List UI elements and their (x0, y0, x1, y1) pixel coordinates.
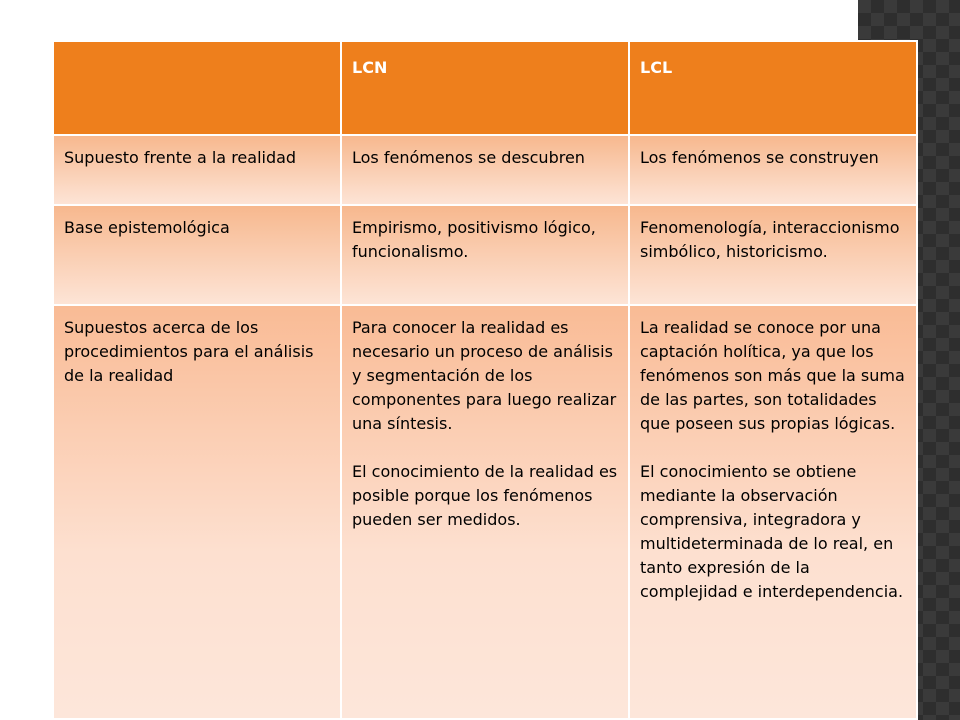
row-label: Base epistemológica (64, 218, 230, 237)
row-label: Supuesto frente a la realidad (64, 148, 297, 167)
header-cell-lcn: LCN (341, 41, 629, 135)
lcn-text: Empirismo, positivismo lógico, funcionalismo. (352, 218, 596, 261)
lcl-cell (629, 305, 917, 719)
lcl-text: La realidad se conoce por una captación holítica, ya que los fenómenos son más que la suma de las partes, son totalidades que poseen sus propias lógicas. (640, 318, 905, 433)
comparison-table (52, 40, 918, 720)
lcn-cell (341, 305, 629, 719)
table-row (53, 135, 917, 205)
row-label-cell (53, 205, 341, 305)
row-label-cell (53, 135, 341, 205)
lcl-cell (629, 135, 917, 205)
lcn-text: El conocimiento de la realidad es posible porque los fenómenos pueden ser medidos. (352, 462, 618, 529)
table-header-row (53, 41, 917, 135)
row-label: Supuestos acerca de los procedimientos para el análisis de la realidad (64, 318, 314, 385)
header-cell-empty (53, 41, 341, 135)
row-label-cell (53, 305, 341, 719)
lcn-cell (341, 205, 629, 305)
table-row (53, 205, 917, 305)
header-cell-lcl: LCL (629, 41, 917, 135)
lcn-text: Los fenómenos se descubren (352, 148, 585, 167)
lcl-text: El conocimiento se obtiene mediante la observación comprensiva, integradora y multideterminada de lo real, en tanto expresión de la complejidad e interdependencia. (640, 462, 904, 601)
lcl-cell (629, 205, 917, 305)
lcn-cell (341, 135, 629, 205)
table-row (53, 305, 917, 719)
lcl-text: Los fenómenos se construyen (640, 148, 879, 167)
lcl-text: Fenomenología, interaccionismo simbólico, historicismo. (640, 218, 900, 261)
lcn-text: Para conocer la realidad es necesario un proceso de análisis y segmentación de los componentes para luego realizar una síntesis. (352, 318, 617, 433)
